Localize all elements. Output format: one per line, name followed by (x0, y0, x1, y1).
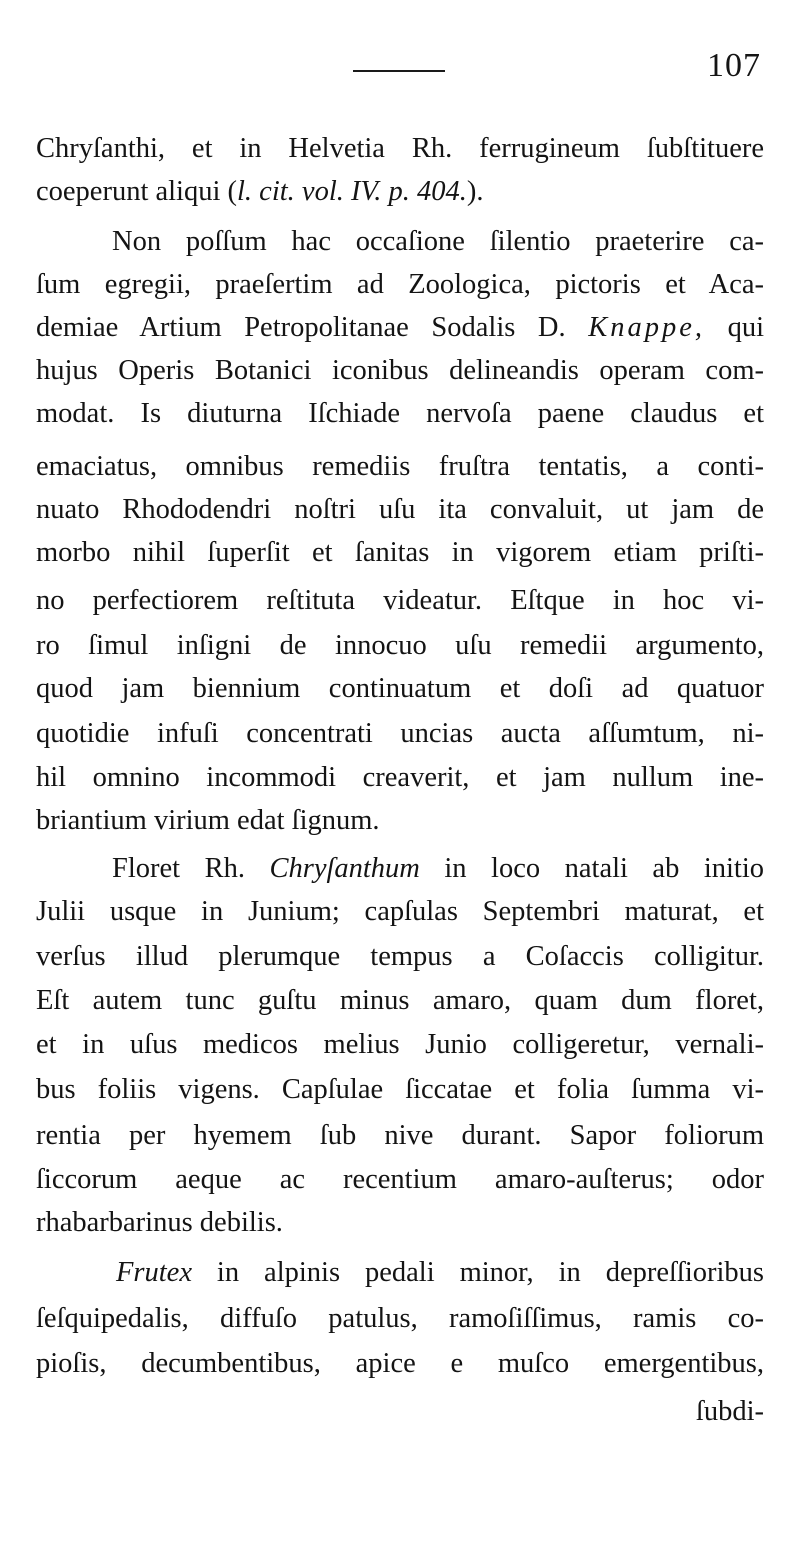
text-line: morbo nihil ſuperſit et ſanitas in vigorem etiam priſti- (36, 537, 764, 568)
text-line: demiae Artium Petropolitanae Sodalis D. Knappe, qui (36, 312, 764, 343)
text-line: quotidie infuſi concentrati uncias aucta aſſumtum, ni- (36, 718, 764, 749)
text-line: rhabarbarinus debilis. (36, 1207, 283, 1238)
text-line: emaciatus, omnibus remediis fruſtra tentatis, a conti- (36, 451, 764, 482)
header-rule (353, 70, 445, 72)
text-line: rentia per hyemem ſub nive durant. Sapor foliorum (36, 1120, 764, 1151)
text-line: quod jam biennium continuatum et doſi ad quatuor (36, 673, 764, 704)
text-line: nuato Rhododendri noſtri uſu ita convaluit, ut jam de (36, 494, 764, 525)
catchword: ſubdi- (695, 1396, 764, 1427)
text-line: modat. Is diuturna Iſchiade nervoſa paene claudus et (36, 398, 764, 429)
text-line: coeperunt aliqui (l. cit. vol. IV. p. 404.). (36, 176, 484, 207)
text-line: et in uſus medicos melius Junio colligeretur, vernali- (36, 1029, 764, 1060)
text-line: ſiccorum aeque ac recentium amaro-auſterus; odor (36, 1164, 764, 1195)
page-number: 107 (707, 47, 761, 84)
text-line: Eſt autem tunc guſtu minus amaro, quam dum floret, (36, 985, 764, 1016)
paragraph-start-line: Frutex in alpinis pedali minor, in depreſſioribus (116, 1257, 764, 1288)
text-line: verſus illud plerumque tempus a Coſaccis colligitur. (36, 941, 764, 972)
text-line: hil omnino incommodi creaverit, et jam nullum ine- (36, 762, 764, 793)
text-line: Julii usque in Junium; capſulas Septembri maturat, et (36, 896, 764, 927)
paragraph-start-line: Floret Rh. Chryſanthum in loco natali ab initio (112, 853, 764, 884)
paragraph-start-line: Non poſſum hac occaſione ſilentio praeterire ca- (112, 226, 764, 257)
text-line: no perfectiorem reſtituta videatur. Eſtque in hoc vi- (36, 585, 764, 616)
text-line: hujus Operis Botanici iconibus delineandis operam com- (36, 355, 764, 386)
text-line: ſeſquipedalis, diffuſo patulus, ramoſiſſimus, ramis co- (36, 1303, 764, 1334)
text-line: Chryſanthi, et in Helvetia Rh. ferrugineum ſubſtituere (36, 133, 764, 164)
text-line: ro ſimul inſigni de innocuo uſu remedii argumento, (36, 630, 764, 661)
book-page (36, 0, 764, 1547)
text-line: briantium virium edat ſignum. (36, 805, 380, 836)
text-line: bus foliis vigens. Capſulae ſiccatae et folia ſumma vi- (36, 1074, 764, 1105)
text-line: pioſis, decumbentibus, apice e muſco emergentibus, (36, 1348, 764, 1379)
text-line: ſum egregii, praeſertim ad Zoologica, pictoris et Aca- (36, 269, 764, 300)
